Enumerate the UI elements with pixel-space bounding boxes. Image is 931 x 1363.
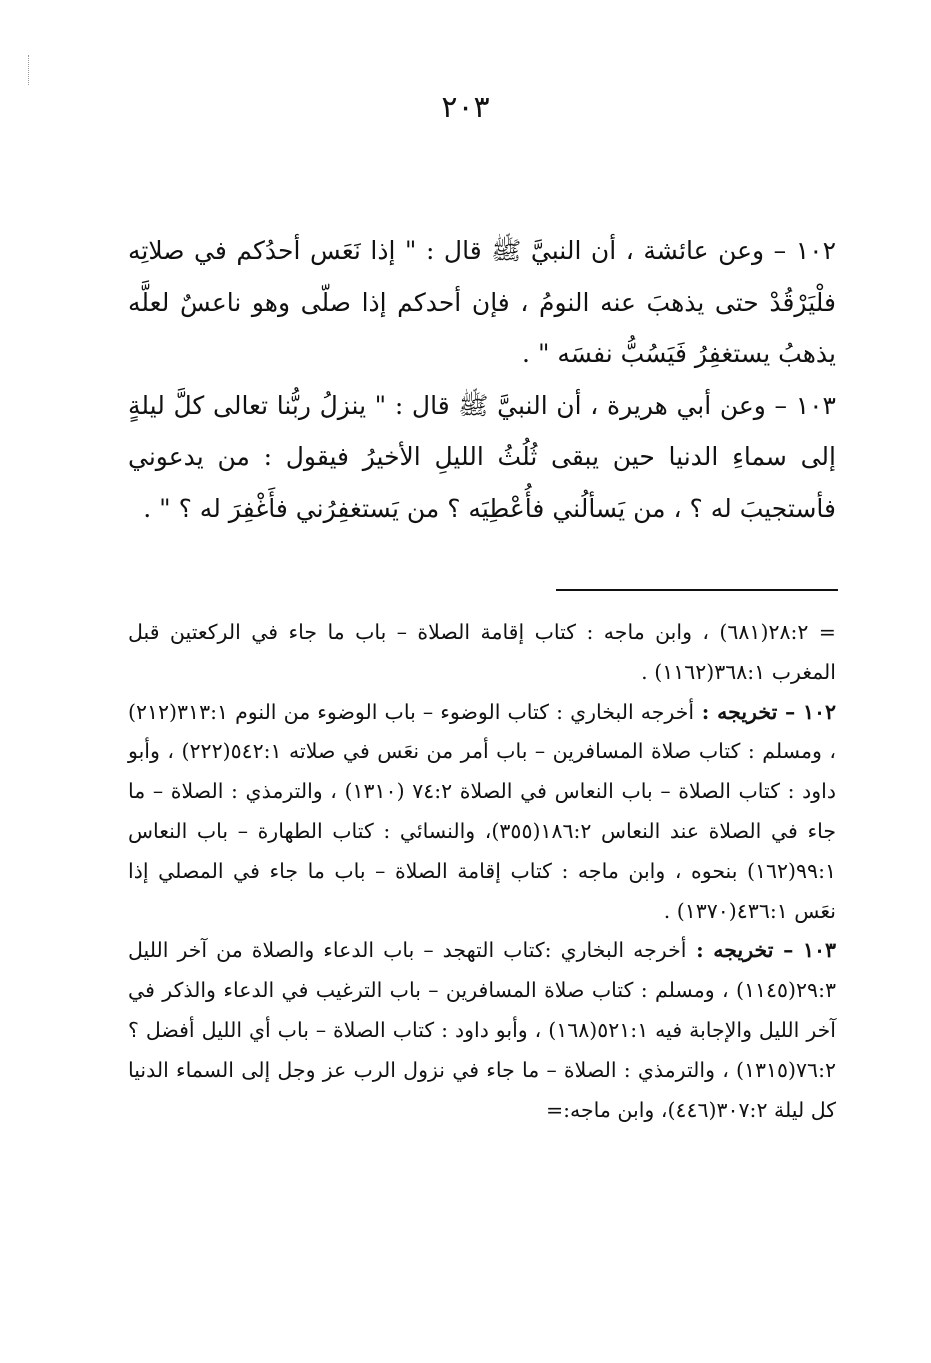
hadith-103: [128, 380, 836, 535]
footnote-label: ١٠٢ – تخريجه :: [694, 699, 837, 724]
footnote-103: [128, 931, 836, 1130]
footnote-text: أخرجه البخاري : كتاب الوضوء – باب الوضوء من النوم ٣١٣:١(٢١٢) ، ومسلم : كتاب صلاة المسافرين – باب أمر من نعَس في صلاته ٥٤٢:١(٢٢٢) ، وأبو داود : كتاب الصلاة – باب النعاس في الصلاة ٧٤:٢ (١٣١٠) ، والترمذي : الصلاة – ما جاء في الصلاة عند النعاس ١٨٦:٢(٣٥٥)، والنسائي : كتاب الطهارة – باب النعاس ٩٩:١(١٦٢) بنحوه ، وابن ماجه : كتاب إقامة الصلاة – باب ما جاء في المصلي إذا نعَس ٤٣٦:١(١٣٧٠) .: [128, 699, 836, 923]
page-number: ٢٠٣: [441, 90, 490, 125]
hadith-number: ١٠٢ –: [764, 236, 837, 265]
hadith-section: [128, 225, 836, 534]
margin-mark: [28, 55, 32, 85]
hadith-number: ١٠٣ –: [765, 390, 836, 420]
footnote-text: = ٢٨:٢(٦٨١) ، وابن ماجه : كتاب إقامة الصلاة – باب ما جاء في الركعتين قبل المغرب ٣٦٨:١(١١٦٢) .: [128, 620, 836, 684]
footnotes-section: [128, 613, 836, 1130]
hadith-text: وعن عائشة ، أن النبيَّ ﷺ قال : " إذا نَعَس أحدُكم في صلاتِه فلْيَرْقُدْ حتى يذهبَ عنه النومُ ، فإن أحدكم إذا صلّى وهو ناعسٌ لعلَّه يذهبُ يستغفِرُ فَيَسُبُّ نفسَه " .: [128, 236, 836, 368]
footnote-102: [128, 693, 836, 932]
hadith-102: [128, 225, 836, 380]
footnote-continuation: [128, 613, 836, 693]
footnote-divider: [556, 589, 838, 591]
footnote-label: ١٠٣ – تخريجه :: [686, 938, 837, 963]
footnote-text: أخرجه البخاري :كتاب التهجد – باب الدعاء والصلاة من آخر الليل ٢٩:٣(١١٤٥) ، ومسلم : كتاب صلاة المسافرين – باب الترغيب في الدعاء والذكر في آخر الليل والإجابة فيه ٥٢١:١(١٦٨) ، وأبو داود : كتاب الصلاة – باب أي الليل أفضل ؟ ٧٦:٢(١٣١٥) ، والترمذي : الصلاة – ما جاء في نزول الرب عز وجل إلى السماء الدنيا كل ليلة ٣٠٧:٢(٤٤٦)، وابن ماجه:=: [128, 938, 836, 1122]
hadith-text: وعن أبي هريرة ، أن النبيَّ ﷺ قال : " ينزلُ ربُّنا تعالى كلَّ ليلةٍ إلى سماءِ الدنيا حين يبقى ثُلُثُ الليلِ الأخيرُ فيقول : من يدعوني فأستجيبَ له ؟ ، من يَسألُني فأُعْطِيَه ؟ من يَستغفِرُني فأَغْفِرَ له ؟ " .: [128, 390, 836, 523]
